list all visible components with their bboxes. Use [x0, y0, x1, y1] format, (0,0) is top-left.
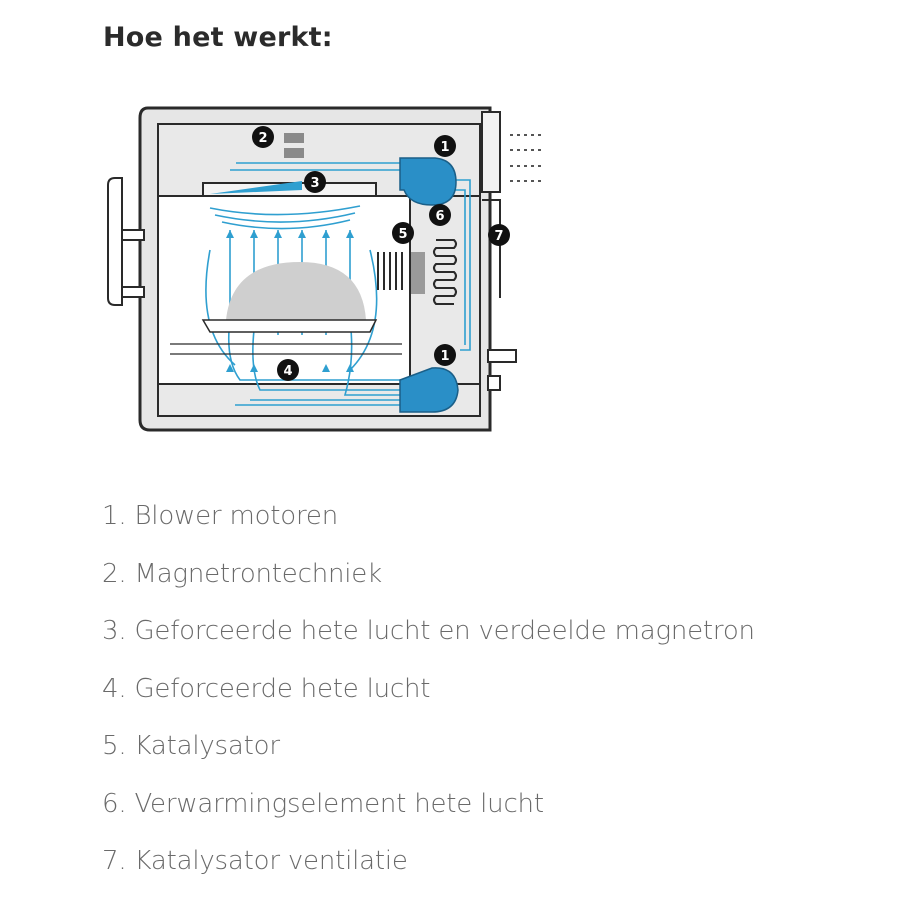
door-handle: [108, 178, 122, 305]
marker-label: 5: [398, 227, 408, 242]
legend-item-magnetron: 2. Magnetrontechniek: [102, 558, 382, 589]
plate: [203, 320, 376, 332]
rear-exhaust: [482, 112, 500, 192]
marker-5: [392, 222, 414, 244]
marker-7: [488, 224, 510, 246]
marker-label: 4: [283, 364, 293, 379]
legend-item-blower: 1. Blower motoren: [102, 501, 338, 531]
legend-item-forced-air-distributed: 3. Geforceerde hete lucht en verdeelde magnetron: [102, 616, 755, 646]
blower-motor-top: [400, 158, 456, 205]
marker-2: [252, 126, 274, 148]
legend-item-catalyst-ventilation: 7. Katalysator ventilatie: [102, 846, 408, 876]
legend-item-forced-air: 4. Geforceerde hete lucht: [102, 673, 431, 704]
marker-label: 1: [440, 349, 450, 364]
marker-label: 2: [258, 131, 268, 146]
magnetron-block-2: [284, 148, 304, 158]
legend-item-catalyst: 5. Katalysator: [102, 731, 280, 761]
connector-pipe: [488, 350, 516, 362]
connector-knob: [488, 376, 500, 390]
page-title: Hoe het werkt:: [103, 22, 333, 53]
marker-1-bottom: [434, 344, 456, 366]
catalyst-block: [411, 252, 425, 294]
marker-3: [304, 171, 326, 193]
marker-label: 3: [310, 176, 320, 191]
magnetron-block-1: [284, 133, 304, 143]
handle-bracket-top: [122, 230, 144, 240]
legend-list: [102, 488, 755, 891]
marker-label: 1: [440, 140, 450, 155]
handle-bracket-bottom: [122, 287, 144, 297]
marker-4: [277, 359, 299, 381]
exhaust-dashes: [510, 135, 542, 181]
marker-label: 7: [494, 229, 504, 244]
legend-item-heating-element: 6. Verwarmingselement hete lucht: [102, 788, 544, 819]
marker-label: 6: [435, 209, 445, 224]
marker-6: [429, 204, 451, 226]
marker-1-top: [434, 135, 456, 157]
